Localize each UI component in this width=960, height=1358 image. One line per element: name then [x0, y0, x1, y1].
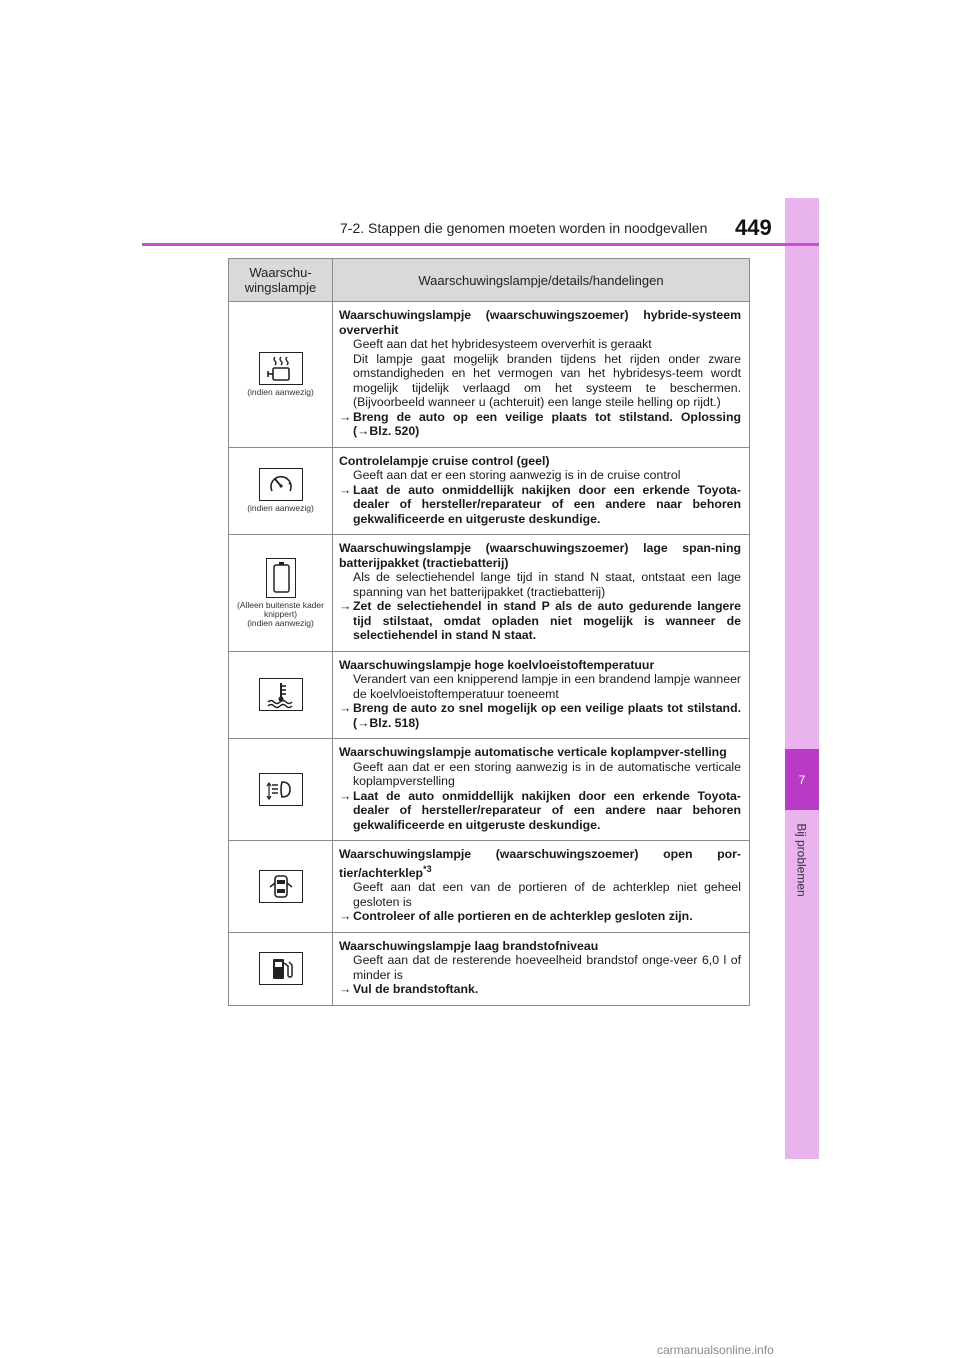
low-fuel-icon: [259, 952, 303, 985]
headlight-leveling-icon: [259, 773, 303, 806]
row-description: Geeft aan dat er een storing aanwezig is in de cruise control: [353, 468, 681, 482]
row-title: Waarschuwingslampje (waarschuwingszoemer) hybride-systeem oververhit: [339, 308, 741, 337]
row-action: Breng de auto zo snel mogelijk op een veilige plaats tot stilstand. (→Blz. 518): [353, 701, 741, 730]
row-description: Geeft aan dat een van de portieren of de achterklep niet geheel gesloten is: [353, 880, 741, 909]
page-number: 449: [735, 215, 772, 240]
header-divider: [142, 243, 819, 246]
table-row: [229, 739, 750, 841]
watermark: carmanualsonline.info: [657, 1343, 774, 1357]
col-header-light: Waarschu- wingslampje: [229, 259, 333, 302]
hybrid-system-overheat-icon: [259, 352, 303, 385]
open-door-icon: [259, 870, 303, 903]
coolant-temperature-icon: [259, 678, 303, 711]
side-tab: [785, 198, 819, 1159]
cruise-control-icon: [259, 468, 303, 501]
icon-caption: (indien aanwezig): [247, 386, 314, 397]
row-title: Waarschuwingslampje (waarschuwingszoemer) lage span-ning batterijpakket (tractiebatterij): [339, 541, 741, 570]
arrow-icon: →: [339, 788, 352, 803]
row-title: Waarschuwingslampje hoge koelvloeistoftemperatuur: [339, 657, 655, 672]
row-description: Verandert van een knipperend lampje in een brandend lampje wanneer de koelvloeistoftemperatuur toeneemt: [353, 672, 741, 701]
table-row: [229, 651, 750, 739]
arrow-icon: →: [339, 982, 352, 997]
traction-battery-icon: [266, 558, 296, 598]
table-row: [229, 302, 750, 448]
row-description: Geeft aan dat er een storing aanwezig is in de automatische verticale koplampverstelling: [353, 759, 741, 788]
row-description: Geeft aan dat het hybridesysteem oververhit is geraakt Dit lampje gaat mogelijk branden tijdens het rijden onder zware omstandigheden en het vermogen van het hybridesys-teem wordt mogelijk tijdelijk verlaagd om het systeem te beschermen. (Bijvoorbeeld wanneer u (achteruit) een lange steile helling op rijdt.): [353, 337, 741, 409]
table-row: [229, 447, 750, 535]
chapter-title: Bij problemen: [795, 823, 809, 897]
footnote-mark: *3: [423, 863, 432, 874]
col-header-details: Waarschuwingslampje/details/handelingen: [333, 259, 750, 302]
row-description: Geeft aan dat de resterende hoeveelheid brandstof onge-veer 6,0 l of minder is: [353, 953, 741, 982]
row-action: Vul de brandstoftank.: [353, 982, 479, 997]
table-row: [229, 841, 750, 933]
chapter-number: 7: [785, 749, 819, 810]
row-action: Controleer of alle portieren en de achterklep gesloten zijn.: [353, 909, 693, 924]
row-title: Waarschuwingslampje (waarschuwingszoemer) open por-tier/achterklep$^{*3}$: [339, 847, 741, 880]
row-action: Breng de auto op een veilige plaats tot stilstand. Oplossing (→Blz. 520): [353, 409, 741, 438]
row-action: Laat de auto onmiddellijk nakijken door een erkende Toyota-dealer of hersteller/reparateur of een andere naar behoren gekwalificeerde en uitgeruste deskundige.: [353, 482, 741, 526]
icon-caption: (indien aanwezig): [247, 503, 314, 514]
arrow-icon: →: [339, 701, 352, 715]
table-row: [229, 932, 750, 1005]
row-title: Waarschuwingslampje laag brandstofniveau: [339, 938, 599, 953]
row-action: Laat de auto onmiddellijk nakijken door een erkende Toyota-dealer of hersteller/reparateur of een andere naar behoren gekwalificeerde en uitgeruste deskundige.: [353, 788, 741, 832]
icon-caption: (Alleen buitenste kader knippert) (indien aanwezig): [237, 599, 324, 628]
arrow-icon: →: [339, 409, 352, 424]
arrow-icon: →: [339, 909, 352, 924]
table-row: [229, 535, 750, 652]
arrow-icon: →: [339, 599, 352, 613]
row-description: Als de selectiehendel lange tijd in stand N staat, ontstaat een lage spanning van het batterijpakket (tractiebatterij): [353, 570, 741, 599]
arrow-icon: →: [339, 482, 352, 497]
row-title: Controlelampje cruise control (geel): [339, 453, 550, 468]
row-action: Zet de selectiehendel in stand P als de auto gedurende langere tijd stilstaat, omdat opladen niet mogelijk is wanneer de selectiehendel in stand N staat.: [353, 599, 741, 642]
row-title: Waarschuwingslampje automatische verticale koplampver-stelling: [339, 745, 727, 759]
warning-light-table: [228, 258, 750, 1006]
section-title: 7-2. Stappen die genomen moeten worden in noodgevallen: [340, 220, 708, 236]
